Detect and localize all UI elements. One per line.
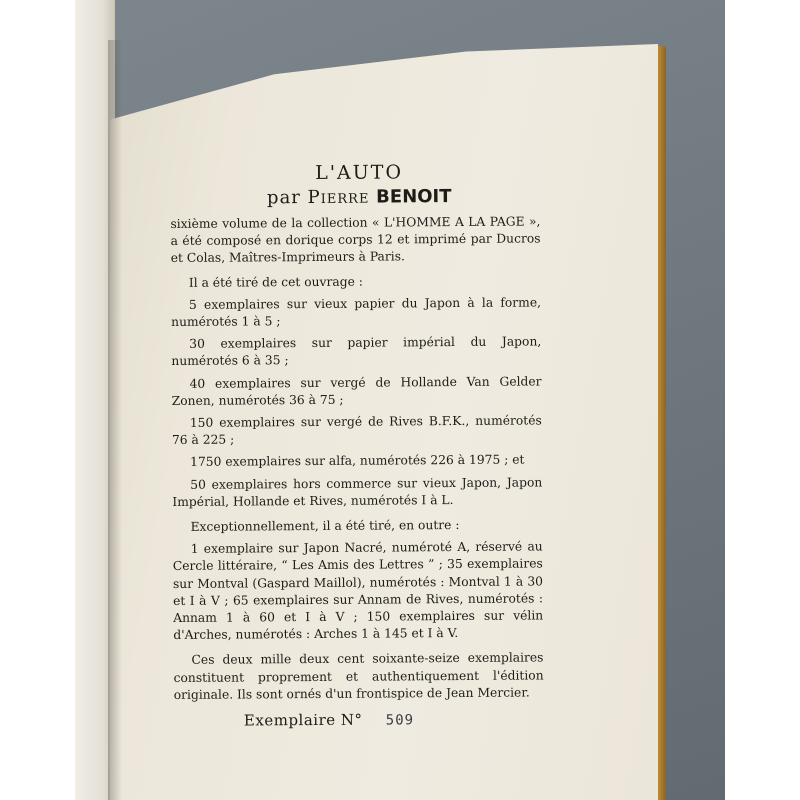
gutter-shadow (108, 40, 122, 800)
edition-item: 50 exemplaires hors commerce sur vieux Japon, Japon Impérial, Hollande et Rives, numérotés I à L. (172, 475, 543, 509)
colophon-text (170, 159, 544, 730)
edition-item: 30 exemplaires sur papier impérial du Japon, numérotés 6 à 35 ; (171, 334, 542, 369)
edition-item: 1750 exemplaires sur alfa, numérotés 226 à 1975 ; et (190, 452, 525, 470)
exceptional-paragraph: 1 exemplaire sur Japon Nacré, numéroté A, réservé au Cercle littéraire, “ Les Amis des Lettres ” ; 35 exemplaires sur Montval (Gaspard Maillol), numérotés : Montval 1 à 30 et I à V ; 65 exemplaires sur Annam de Rives, numérotés : Annam 1 à 60 et I à V ; 150 exemplaires sur vélin d'Arches, numérotés : Arches 1 à 145 et I à V. (172, 539, 544, 643)
author-first-name: Pierre (307, 186, 370, 209)
edition-item: 40 exemplaires sur vergé de Hollande Van Gelder Zonen, numérotés 36 à 75 ; (171, 374, 542, 408)
copy-number-line (174, 709, 544, 730)
edition-item: 150 exemplaires sur vergé de Rives B.F.K., numérotés 76 à 225 ; (171, 413, 542, 448)
byline-prefix: par (266, 187, 301, 209)
copy-number: 509 (385, 712, 415, 729)
exceptional-heading: Exceptionnellement, il a été tiré, en outre : (190, 518, 460, 534)
intro-paragraph: sixième volume de la collection « L'HOMME A LA PAGE », a été composé en dorique corps 12 et imprimé par Ducros et Colas, Maîtres-Imprimeurs à Paris. (170, 214, 541, 266)
copy-label: Exemplaire N° (243, 710, 363, 730)
author-last-name: BENOIT (376, 186, 452, 208)
tirage-heading: Il a été tiré de cet ouvrage : (188, 274, 363, 290)
book-title: L'AUTO (315, 161, 404, 184)
author-byline (170, 185, 540, 210)
edition-item: 5 exemplaires sur vieux papier du Japon à la forme, numérotés 1 à 5 ; (171, 295, 542, 330)
closing-paragraph: Ces deux mille deux cent soixante-seize exemplaires constituent proprement et authentiquement l'édition originale. Ils sont ornés d'un frontispice de Jean Mercier. (173, 650, 544, 702)
